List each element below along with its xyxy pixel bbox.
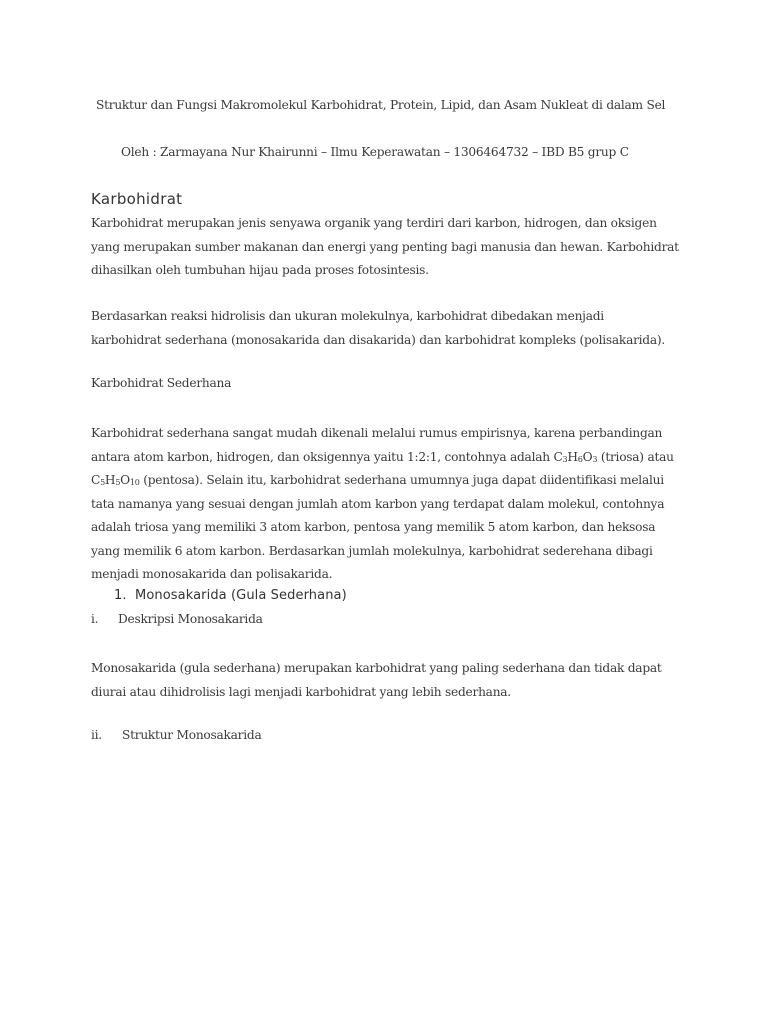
section-heading-karbohidrat: Karbohidrat bbox=[91, 190, 183, 208]
paragraph-line: tata namanya yang sesuai dengan jumlah atom karbon yang terdapat dalam molekul, contohnya bbox=[91, 496, 665, 511]
subheading-karbohidrat-sederhana: Karbohidrat Sederhana bbox=[91, 376, 232, 390]
paragraph-karbohidrat-sederhana bbox=[91, 422, 691, 587]
paragraph-line: diurai atau dihidrolisis lagi menjadi karbohidrat yang lebih sederhana. bbox=[91, 684, 511, 699]
paragraph-line: menjadi monosakarida dan polisakarida. bbox=[91, 567, 333, 581]
paragraph-line: antara atom karbon, hidrogen, dan oksigennya yaitu 1:2:1, contohnya adalah $C_3H_6O_3$ (triosa) atau bbox=[91, 449, 674, 464]
list-number-1: 1. bbox=[114, 588, 127, 603]
paragraph-line: Monosakarida (gula sederhana) merupakan karbohidrat yang paling sederhana dan tidak dapat bbox=[91, 661, 662, 675]
paragraph-line: adalah triosa yang memiliki 3 atom karbon, pentosa yang memilik 5 atom karbon, dan heksosa bbox=[91, 520, 656, 534]
paragraph-line: $C_5H_5O_{10}$ (pentosa). Selain itu, karbohidrat sederhana umumnya juga dapat diidentifikasi melalui bbox=[91, 473, 664, 487]
paragraph-line: yang memilik 6 atom karbon. Berdasarkan jumlah molekulnya, karbohidrat sederehana dibagi bbox=[91, 543, 653, 558]
paragraph-hidrolisis bbox=[91, 305, 691, 352]
paragraph-karbohidrat-definition bbox=[91, 212, 691, 283]
paragraph-line: karbohidrat sederhana (monosakarida dan disakarida) dan karbohidrat kompleks (polisakarida). bbox=[91, 332, 666, 347]
paragraph-line: Berdasarkan reaksi hidrolisis dan ukuran molekulnya, karbohidrat dibedakan menjadi bbox=[91, 309, 604, 323]
author-line: Oleh : Zarmayana Nur Khairunni – Ilmu Keperawatan – 1306464732 – IBD B5 grup C bbox=[121, 145, 629, 159]
paragraph-line: Karbohidrat sederhana sangat mudah dikenali melalui rumus empirisnya, karena perbandingan bbox=[91, 426, 663, 440]
subitem-struktur: Struktur Monosakarida bbox=[122, 728, 262, 742]
list-item-monosakarida: Monosakarida (Gula Sederhana) bbox=[135, 588, 347, 603]
paragraph-line: Karbohidrat merupakan jenis senyawa organik yang terdiri dari karbon, hidrogen, dan oksigen bbox=[91, 216, 657, 230]
paragraph-line: dihasilkan oleh tumbuhan hijau pada proses fotosintesis. bbox=[91, 263, 429, 277]
paragraph-monosakarida bbox=[91, 657, 691, 704]
document-title: Struktur dan Fungsi Makromolekul Karbohidrat, Protein, Lipid, dan Asam Nukleat di dalam Sel bbox=[96, 98, 666, 112]
roman-marker-i: i. bbox=[91, 612, 99, 626]
subitem-deskripsi: Deskripsi Monosakarida bbox=[118, 612, 263, 626]
roman-marker-ii: ii. bbox=[91, 728, 102, 742]
paragraph-line: yang merupakan sumber makanan dan energi yang penting bagi manusia dan hewan. Karbohidrat bbox=[91, 239, 679, 254]
